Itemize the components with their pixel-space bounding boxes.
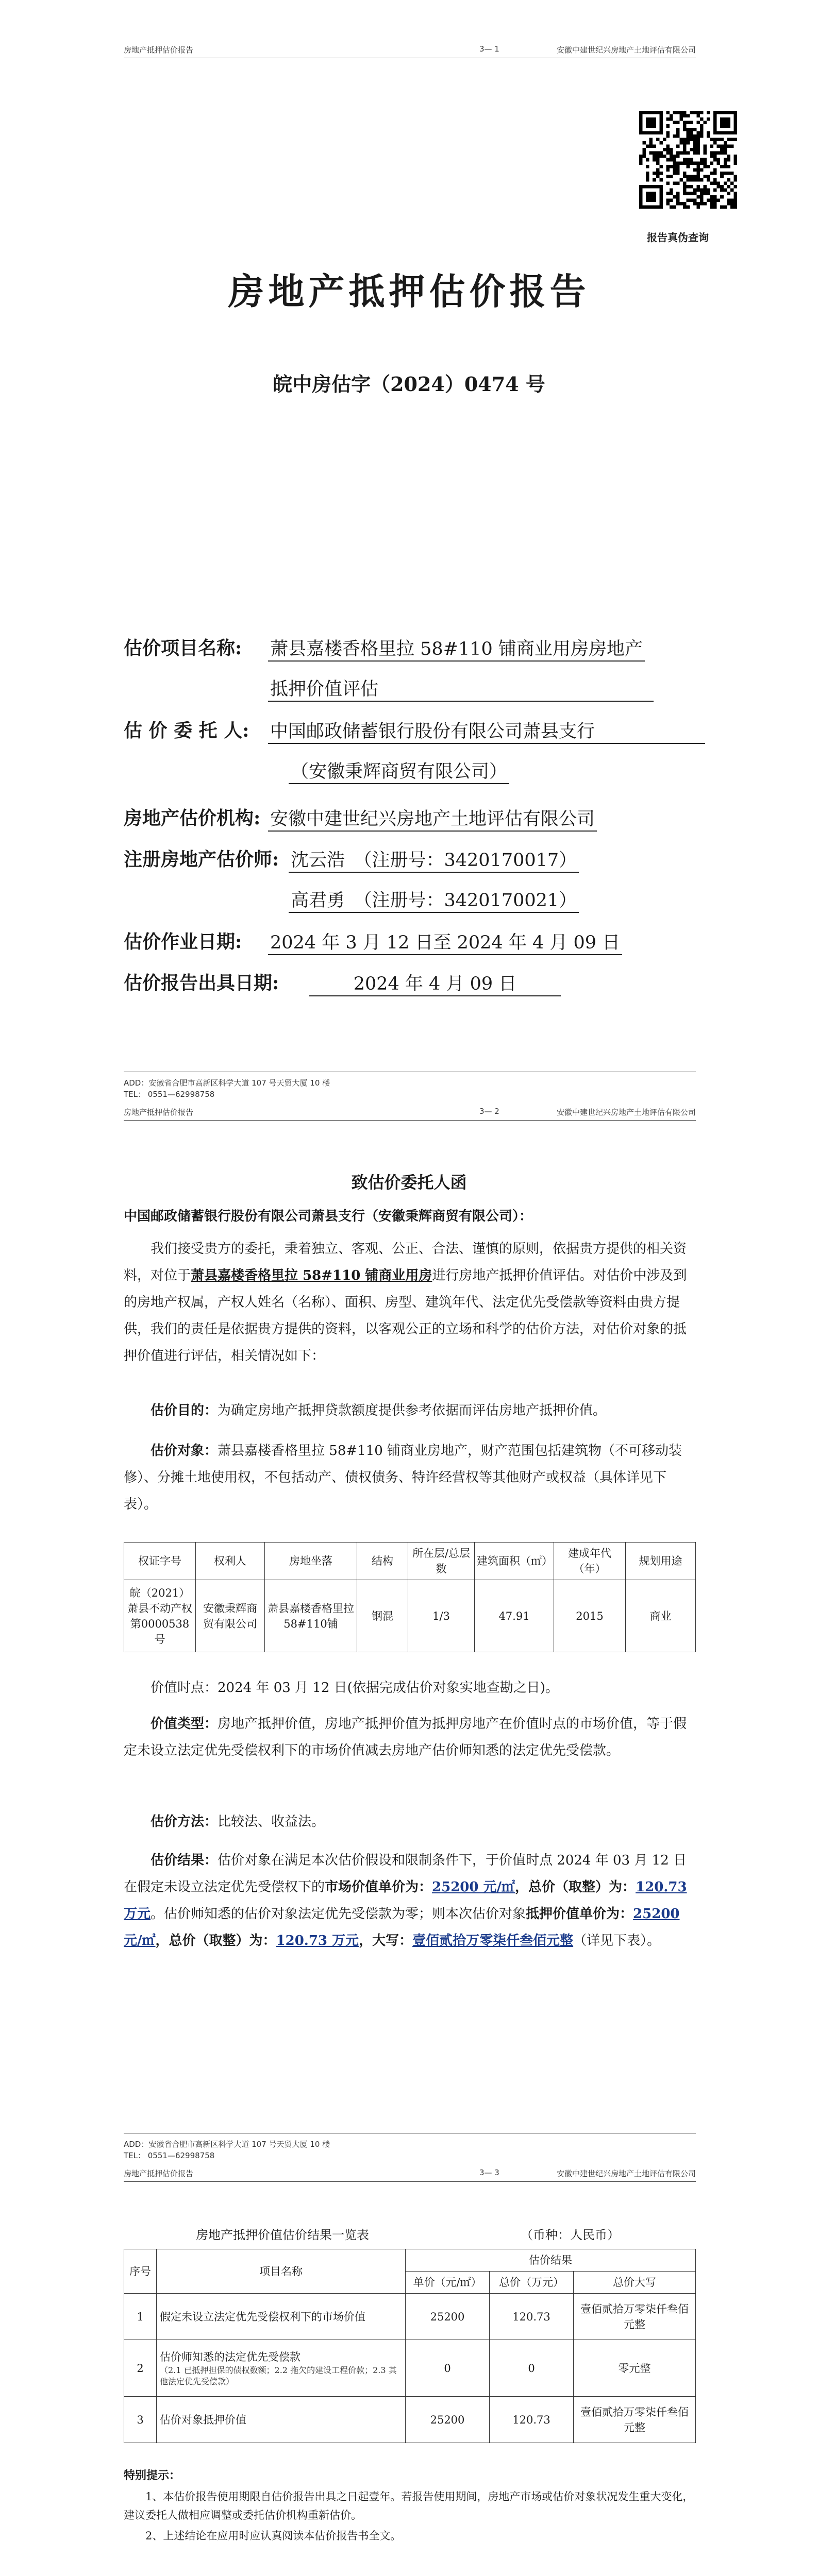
footer-tel: TEL： 0551—62998758 (124, 1090, 215, 1099)
issue-date-value: 2024 年 4 月 09 日 (309, 970, 561, 996)
purpose-para (124, 1397, 696, 1424)
page-header (124, 40, 696, 58)
value-type-para (124, 1710, 696, 1764)
col-capital: 总价大写 (574, 2272, 696, 2294)
row-no: 1 (124, 2294, 157, 2340)
project-label: 估价项目名称: (124, 637, 242, 659)
appraiser-1: 沈云浩 （注册号：3420170017） (289, 846, 579, 873)
header-title: 房地产抵押估价报告 (124, 45, 194, 55)
market-total-price: 120.73 万元 (124, 1879, 687, 1922)
project-value-line1: 萧县嘉楼香格里拉 58#110 铺商业用房房地产 (268, 635, 645, 662)
mortgage-unit-label: 抵押价值单价为： (526, 1906, 633, 1922)
appraiser-label: 注册房地产估价师: (124, 849, 279, 870)
value-type-text: 房地产抵押价值，房地产抵押价值为抵押房地产在价值时点的市场价值，等于假定未设立法定优先受偿权利下的市场价值减去房地产估价师知悉的法定优先受偿款。 (124, 1716, 687, 1758)
header-company: 安徽中建世纪兴房地产土地评估有限公司 (556, 1108, 696, 1117)
qr-caption: 报告真伪查询 (647, 231, 709, 244)
period-label: 估价作业日期: (124, 931, 242, 953)
table-row (124, 1580, 696, 1652)
col-location: 房地坐落 (265, 1543, 357, 1580)
purpose-label: 估价目的： (151, 1403, 218, 1418)
value-type-label: 价值类型： (151, 1716, 218, 1732)
mortgage-unit-price: 25200 元/㎡ (124, 1906, 680, 1948)
page-footer (124, 2133, 696, 2161)
col-cert-no: 权证字号 (124, 1543, 196, 1580)
row-item-name: 估价师知悉的法定优先受偿款 (160, 2350, 301, 2363)
letter-title: 致估价委托人函 (351, 1173, 467, 1192)
cell-year: 2015 (554, 1580, 626, 1652)
result-text-4: （详见下表）。 (573, 1933, 661, 1948)
mortgage-total-label: ，总价（取整）为： (155, 1933, 276, 1948)
header-title: 房地产抵押估价报告 (124, 1108, 194, 1117)
col-structure: 结构 (357, 1543, 408, 1580)
col-use: 规划用途 (626, 1543, 696, 1580)
result-text-3: 。估价师知悉的估价对象法定优先受偿款为零；则本次估价对象 (151, 1906, 526, 1922)
client-value-line2: （安徽秉辉商贸有限公司） (289, 757, 509, 784)
letter-addressee (124, 1203, 696, 1230)
market-unit-label: 市场价值单价为： (325, 1879, 432, 1895)
footer-address: ADD：安徽省合肥市高新区科学大道 107 号天贸大厦 10 楼 (124, 1078, 330, 1088)
object-para (124, 1437, 696, 1518)
market-total-label: ，总价（取整）为： (515, 1879, 636, 1895)
row-item: 假定未设立法定优先受偿权利下的市场价值 (157, 2294, 406, 2340)
row-total: 120.73 (490, 2294, 574, 2340)
letter-intro (124, 1235, 696, 1369)
header-page-number: 3— 3 (479, 2168, 499, 2177)
cell-cert-no: 皖（2021）萧县不动产权第0000538号 (124, 1580, 196, 1652)
header-page-number: 3— 1 (479, 44, 499, 54)
row-capital: 壹佰贰拾万零柒仟叁佰元整 (574, 2397, 696, 2443)
cell-use: 商业 (626, 1580, 696, 1652)
capital-amount: 壹佰贰拾万零柒仟叁佰元整 (412, 1933, 574, 1948)
results-table (124, 2249, 696, 2443)
report-number: 皖中房估字（2024）0474 号 (273, 372, 545, 396)
row-unit: 25200 (406, 2397, 490, 2443)
cell-area: 47.91 (475, 1580, 554, 1652)
results-currency: （币种：人民币） (521, 2228, 620, 2242)
col-owner: 权利人 (196, 1543, 265, 1580)
agency-label: 房地产估价机构: (124, 807, 261, 829)
col-year: 建成年代（年） (554, 1543, 626, 1580)
row-total: 0 (490, 2340, 574, 2397)
intro-property: 萧县嘉楼香格里拉 58#110 铺商业用房 (191, 1268, 432, 1283)
intro-text-2: 进行房地产抵押价值评估。对估价中涉及到的房地产权属，产权人姓名（名称）、面积、房型、建筑年代、法定优先受偿款等资料由贵方提供，我们的责任是依据贵方提供的资料，以客观公正的立场和科学的估价方法，对估价对象的抵押价值进行评估，相关情况如下： (124, 1268, 687, 1364)
client-label: 估 价 委 托 人: (124, 720, 249, 741)
object-label: 估价对象： (151, 1443, 218, 1459)
col-unit: 单价（元/㎡） (406, 2272, 490, 2294)
page-footer (124, 1072, 696, 1100)
result-label: 估价结果： (151, 1853, 218, 1868)
results-title: 房地产抵押价值估价结果一览表 (196, 2228, 369, 2242)
col-floor: 所在层/总层数 (408, 1543, 475, 1580)
row-capital: 零元整 (574, 2340, 696, 2397)
project-value-line2: 抵押价值评估 (268, 675, 654, 702)
method-label: 估价方法： (151, 1814, 218, 1829)
header-company: 安徽中建世纪兴房地产土地评估有限公司 (556, 45, 696, 55)
col-item: 项目名称 (157, 2249, 406, 2294)
col-result: 估价结果 (406, 2249, 696, 2272)
table-row (124, 2397, 696, 2443)
table-header-row (124, 1543, 696, 1580)
mortgage-total-price: 120.73 万元 (276, 1933, 359, 1948)
purpose-text: 为确定房地产抵押贷款额度提供参考依据而评估房地产抵押价值。 (218, 1403, 607, 1418)
row-no: 2 (124, 2340, 157, 2397)
row-unit: 25200 (406, 2294, 490, 2340)
note-2: 2、上述结论在应用时应认真阅读本估价报告书全文。 (145, 2530, 402, 2542)
results-header-row (124, 2249, 696, 2272)
object-text: 萧县嘉楼香格里拉 58#110 铺商业房地产，财产范围包括建筑物（不可移动装修）、分摊土地使用权，不包括动产、债权债务、特许经营权等其他财产或权益（具体详见下表）。 (124, 1443, 682, 1512)
row-item-sub: （2.1 已抵押担保的债权数额；2.2 拖欠的建设工程价款；2.3 其他法定优先受偿款） (160, 2365, 397, 2386)
row-item: 估价对象抵押价值 (157, 2397, 406, 2443)
value-date-para (124, 1674, 696, 1701)
market-unit-price: 25200 元/㎡ (432, 1879, 515, 1895)
agency-value: 安徽中建世纪兴房地产土地评估有限公司 (268, 805, 597, 832)
table-row (124, 2340, 696, 2397)
notes-title: 特别提示： (124, 2469, 181, 2482)
row-item (157, 2340, 406, 2397)
row-no: 3 (124, 2397, 157, 2443)
page-header (124, 2164, 696, 2182)
period-value: 2024 年 3 月 12 日至 2024 年 4 月 09 日 (268, 928, 622, 955)
note-1: 1、本估价报告使用期限自估价报告出具之日起壹年。若报告使用期间，房地产市场或估价对象状况发生重大变化，建议委托人做相应调整或委托估价机构重新估价。 (124, 2490, 694, 2521)
client-value-line1: 中国邮政储蓄银行股份有限公司萧县支行 (268, 717, 705, 744)
header-title: 房地产抵押估价报告 (124, 2169, 194, 2178)
qr-code-icon[interactable] (639, 111, 737, 209)
row-total: 120.73 (490, 2397, 574, 2443)
method-text: 比较法、收益法。 (218, 1814, 325, 1829)
cell-structure: 钢混 (357, 1580, 408, 1652)
header-page-number: 3— 2 (479, 1107, 499, 1116)
property-table (124, 1542, 696, 1652)
page-header (124, 1103, 696, 1121)
col-area: 建筑面积（㎡） (475, 1543, 554, 1580)
report-title: 房地产抵押估价报告 (228, 270, 590, 313)
capital-label: ，大写： (359, 1933, 413, 1948)
result-para (124, 1847, 696, 1954)
footer-tel: TEL： 0551—62998758 (124, 2151, 215, 2160)
method-para (124, 1808, 696, 1835)
intro-text-1: 我们接受贵方的委托，秉着独立、客观、公正、合法、谨慎的原则，依据贵方提供的相关资料，对位于 (124, 1241, 687, 1283)
row-unit: 0 (406, 2340, 490, 2397)
cell-floor: 1/3 (408, 1580, 475, 1652)
col-total: 总价（万元） (490, 2272, 574, 2294)
header-company: 安徽中建世纪兴房地产土地评估有限公司 (556, 2169, 696, 2178)
issue-date-label: 估价报告出具日期: (124, 972, 279, 994)
result-text-1: 估价对象在满足本次估价假设和限制条件下，于价值时点 2024 年 03 月 12 日在假定未设立法定优先受偿权下的 (124, 1853, 687, 1895)
row-capital: 壹佰贰拾万零柒仟叁佰元整 (574, 2294, 696, 2340)
footer-address: ADD：安徽省合肥市高新区科学大道 107 号天贸大厦 10 楼 (124, 2140, 330, 2149)
table-row (124, 2294, 696, 2340)
addressee-text: 中国邮政储蓄银行股份有限公司萧县支行（安徽秉辉商贸有限公司）： (124, 1209, 533, 1224)
cell-owner: 安徽秉辉商贸有限公司 (196, 1580, 265, 1652)
appraiser-2: 高君勇 （注册号：3420170021） (289, 886, 579, 913)
cell-location: 萧县嘉楼香格里拉58#110铺 (265, 1580, 357, 1652)
value-date-text: 价值时点：2024 年 03 月 12 日(依据完成估价对象实地查勘之日)。 (151, 1680, 559, 1696)
col-no: 序号 (124, 2249, 157, 2294)
